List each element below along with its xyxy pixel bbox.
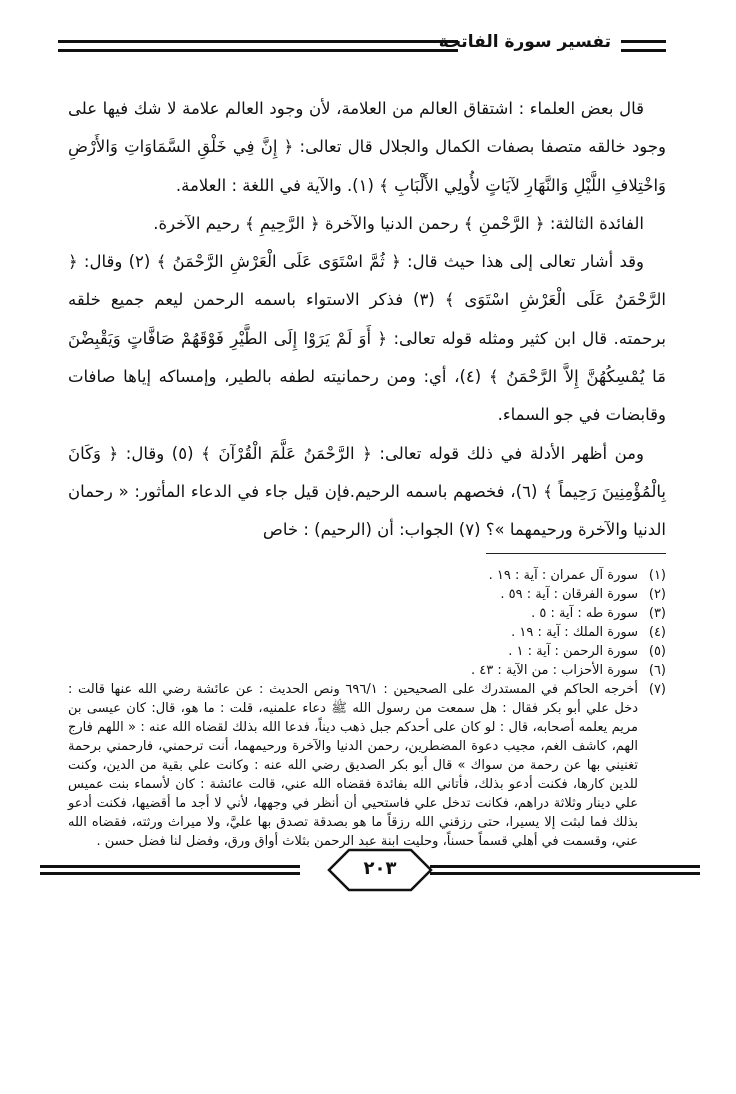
footnote-4 bbox=[68, 623, 666, 642]
footnote-3 bbox=[68, 604, 666, 623]
footnote-separator bbox=[486, 553, 666, 554]
footnote-7 bbox=[68, 680, 666, 851]
main-text bbox=[68, 90, 666, 550]
paragraph-1: قال بعض العلماء : اشتقاق العالم من العلامة، لأن وجود العالم علامة لا شك فيها على وجود خالقه متصفا بصفات الكمال والجلال قال تعالى: ﴿ إِنَّ فِي خَلْقِ السَّمَاوَاتِ وَالأَرْضِ وَاخْتِلافِ اللَّيْلِ وَالنَّهَارِ لآيَاتٍ لأُولِي الأَلْبَابِ ﴾ (١). والآية في اللغة : العلامة. bbox=[68, 99, 666, 195]
footnote-5 bbox=[68, 642, 666, 661]
footnote-number: (٥) bbox=[648, 644, 666, 659]
footnote-text: أخرجه الحاكم في المستدرك على الصحيحين : ٦٩٦/١ ونص الحديث : عن عائشة رضي الله عنها قالت : دخل علي أبو بكر فقال : هل سمعت من رسول الله ﷺ دعاء علمنيه، قلت : ما هو، قال: كان عيسى بن مريم يعلمه أصحابه، قال : لو كان على أحدكم جبل ذهب ديناً، فدعا الله بذلك لقضاه الله عنه : « اللهم فارج الهم، كاشف الغم، مجيب دعوة المضطرين، رحمن الدنيا والآخرة ورحيمهما، أنت ترحمني، فارحمني برحمة تغنيني بها عن رحمة من سواك » قال أبو بكر الصديق رضي الله عنه : وكانت علي بقية من الدين، وكنت للدين كارها، فكنت أدعو بذلك، فأتاني الله بفائدة فقضاه الله عني، قالت عائشة : كان لأسماء بنت عميس علي دينار وثلاثة دراهم، فكانت تدخل علي فاستحيي أن أنظر في وجهها، لأني لا أجد ما أقضيها، فكنت أدعو بذلك فما لبثت إلا يسيرا، حتى رزقني الله رزقاً ما هو بصدقة تصدق بها عليَّ، ولا ميراث ورثته، فقضاه الله عني، وقسمت في أهلي قسماً حسناً، وحليت ابنة عبد الرحمن بثلاث أواق ورق، وفضل لنا فضل حسن . bbox=[68, 682, 638, 849]
footnotes bbox=[68, 566, 666, 851]
footer-rule-left bbox=[40, 865, 300, 875]
footnote-number: (٦) bbox=[648, 663, 666, 678]
footnote-2 bbox=[68, 585, 666, 604]
footnote-text: سورة طه : آية : ٥ . bbox=[531, 606, 638, 621]
page-header bbox=[58, 30, 666, 60]
paragraph-3: وقد أشار تعالى إلى هذا حيث قال: ﴿ ثُمَّ اسْتَوَى عَلَى الْعَرْشِ الرَّحْمَنُ ﴾ (٢) وقال: ﴿ الرَّحْمَنُ عَلَى الْعَرْشِ اسْتَوَى ﴾ (٣) فذكر الاستواء باسمه الرحمن ليعم جميع خلقه برحمته. قال ابن كثير ومثله قوله تعالى: ﴿ أَوَ لَمْ يَرَوْا إِلَى الطَّيْرِ فَوْقَهُمْ صَافَّاتٍ وَيَقْبِضْنَ مَا يُمْسِكُهُنَّ إِلاَّ الرَّحْمَنُ ﴾ (٤)، أي: ومن رحمانيته لطفه بالطير، وإمساكه إياها صافات وقابضات في جو السماء. bbox=[68, 252, 666, 425]
footnote-text: سورة الفرقان : آية : ٥٩ . bbox=[500, 587, 638, 602]
footnote-text: سورة الرحمن : آية : ١ . bbox=[508, 644, 638, 659]
paragraph-4: ومن أظهر الأدلة في ذلك قوله تعالى: ﴿ الرَّحْمَنُ عَلَّمَ الْقُرْآنَ ﴾ (٥) وقال: ﴿ وَكَانَ بِالْمُؤْمِنِينَ رَحِيماً ﴾ (٦)، فخصهم باسمه الرحيم.فإن قيل جاء في الدعاء المأثور: « رحمان الدنيا والآخرة ورحيمهما »؟ (٧) الجواب: أن (الرحيم) : خاص bbox=[68, 443, 666, 540]
page-footer bbox=[40, 843, 700, 903]
footnote-6 bbox=[68, 661, 666, 680]
footnote-number: (٧) bbox=[648, 682, 666, 697]
header-rule-left bbox=[58, 40, 458, 52]
header-rule-right bbox=[621, 40, 666, 52]
footnote-number: (٢) bbox=[648, 587, 666, 602]
footnote-text: سورة الأحزاب : من الآية : ٤٣ . bbox=[470, 663, 638, 678]
footnote-number: (٣) bbox=[648, 606, 666, 621]
footnote-number: (١) bbox=[648, 568, 666, 583]
footer-rule-right bbox=[430, 865, 700, 875]
page-number: ٢٠٣ bbox=[363, 858, 397, 879]
paragraph-2: الفائدة الثالثة: ﴿ الرَّحْمنِ ﴾ رحمن الدنيا والآخرة ﴿ الرَّحِيمِ ﴾ رحيم الآخرة. bbox=[153, 213, 644, 233]
footnote-text: سورة الملك : آية : ١٩ . bbox=[511, 625, 638, 640]
footnote-1 bbox=[68, 566, 666, 585]
running-title: تفسير سورة الفاتحة bbox=[438, 32, 611, 52]
footnote-text: سورة آل عمران : آية : ١٩ . bbox=[488, 568, 638, 583]
footnote-number: (٤) bbox=[648, 625, 666, 640]
